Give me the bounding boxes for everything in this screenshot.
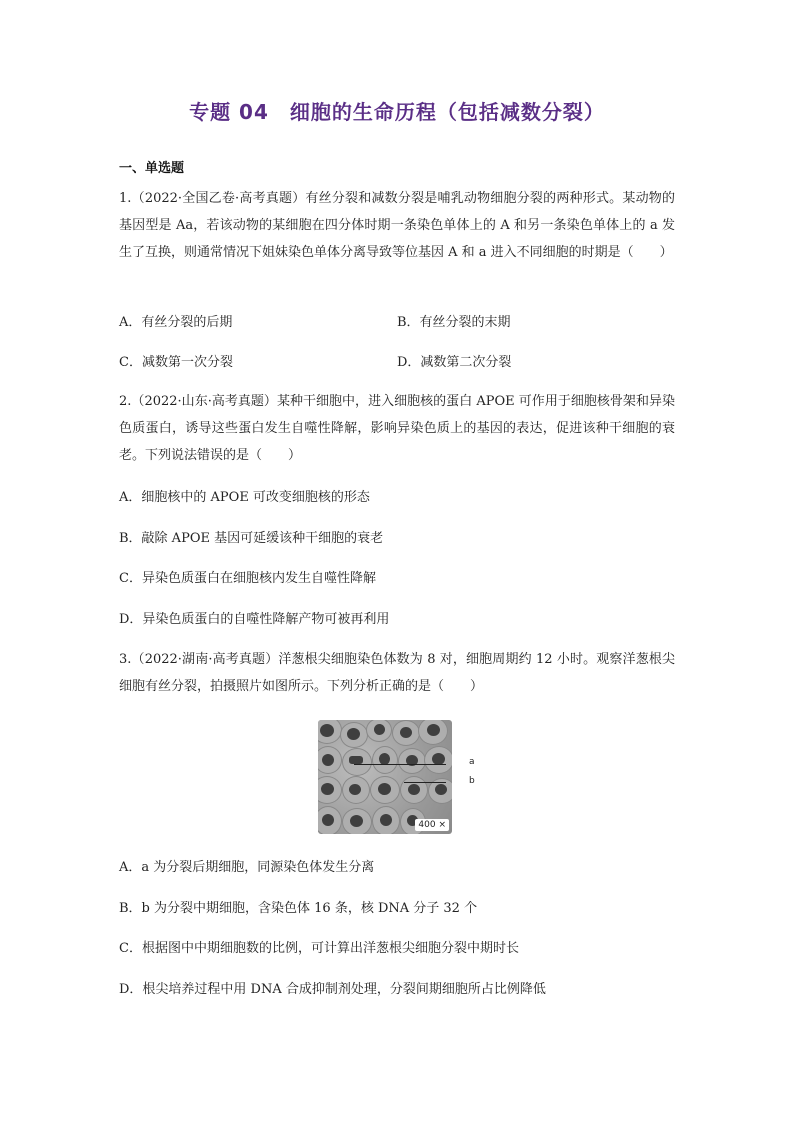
question-2-option-c: C．异染色质蛋白在细胞核内发生自噬性降解 [119,571,376,586]
question-1-option-a: A．有丝分裂的后期 [119,315,233,330]
question-1-option-d: D．减数第二次分裂 [397,355,512,370]
figure-label-b: b [469,776,475,786]
question-1-option-c: C．减数第一次分裂 [119,355,233,370]
question-1-stem: 1.（2022·全国乙卷·高考真题）有丝分裂和减数分裂是哺乳动物细胞分裂的两种形式。某动物的基因型是 Aa，若该动物的某细胞在四分体时期一条染色单体上的 A 和另一条染色单体上的 a 发生了互换，则通常情况下姐妹染色单体分离导致等位基因 A 和 a 进入不同细胞的时期是（ ） [119,191,675,260]
magnification-label: 400 × [415,819,449,831]
question-1-option-b: B．有丝分裂的末期 [397,315,511,330]
question-3-stem: 3.（2022·湖南·高考真题）洋葱根尖细胞染色体数为 8 对，细胞周期约 12 小时。观察洋葱根尖细胞有丝分裂，拍摄照片如图所示。下列分析正确的是（ ） [119,652,675,694]
page-title: 专题 04 细胞的生命历程（包括减数分裂） [189,100,605,124]
question-3-option-a: A．a 为分裂后期细胞，同源染色体发生分离 [119,860,375,875]
question-3-option-b: B．b 为分裂中期细胞，含染色体 16 条，核 DNA 分子 32 个 [119,901,478,916]
section-heading: 一、单选题 [119,161,185,176]
question-2-option-b: B．敲除 APOE 基因可延缓该种干细胞的衰老 [119,531,384,546]
question-3-option-c: C．根据图中中期细胞数的比例，可计算出洋葱根尖细胞分裂中期时长 [119,941,519,956]
question-2-stem: 2.（2022·山东·高考真题）某种干细胞中，进入细胞核的蛋白 APOE 可作用于细胞核骨架和异染色质蛋白，诱导这些蛋白发生自噬性降解，影响异染色质上的基因的表达，促进该种干细胞的衰老。下列说法错误的是（ ） [119,394,675,463]
question-2-option-a: A．细胞核中的 APOE 可改变细胞核的形态 [119,490,370,505]
micrograph-image [318,720,452,834]
question-3-option-d: D．根尖培养过程中用 DNA 合成抑制剂处理，分裂间期细胞所占比例降低 [119,982,546,997]
question-2-option-d: D．异染色质蛋白的自噬性降解产物可被再利用 [119,612,390,627]
figure-label-a: a [469,757,475,767]
